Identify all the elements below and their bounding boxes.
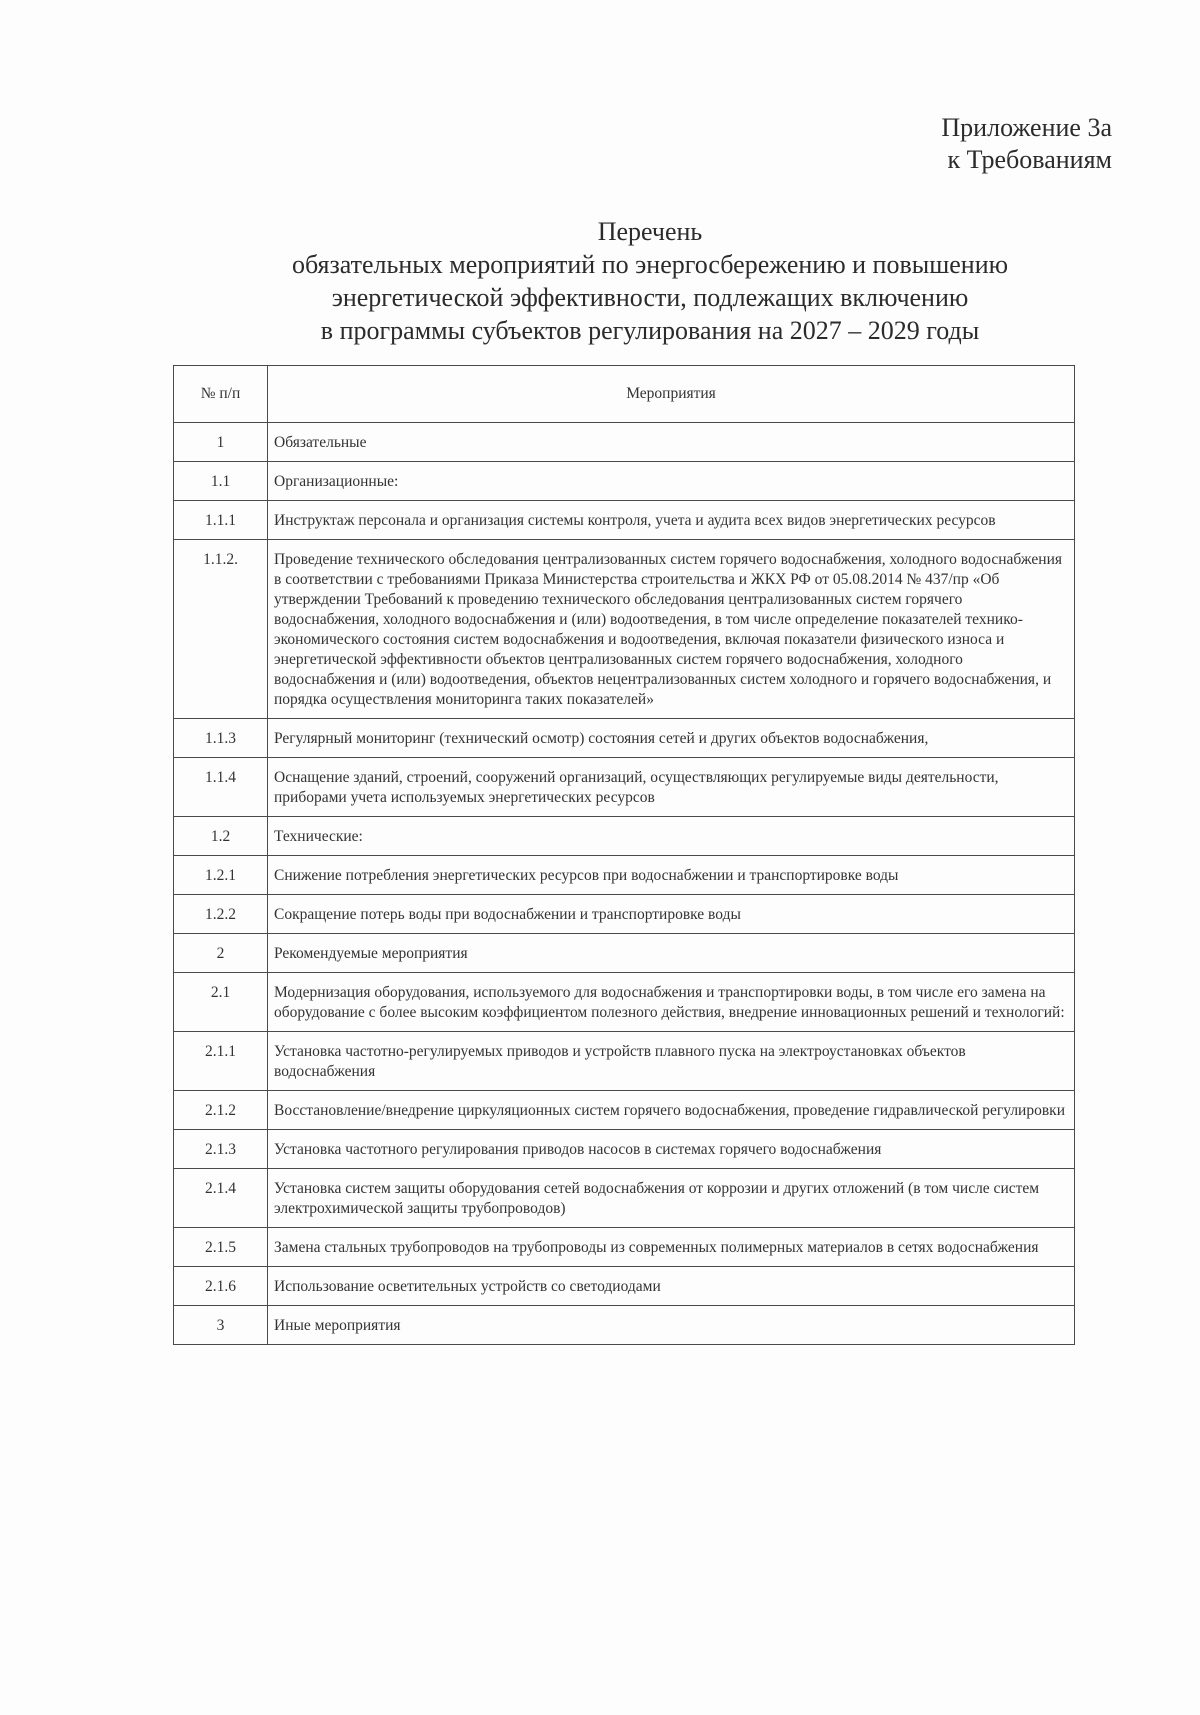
row-number: 1.1 <box>174 462 268 501</box>
table-row <box>174 1169 1075 1228</box>
table-row <box>174 895 1075 934</box>
table-header-row <box>174 366 1075 423</box>
row-number: 1.2.1 <box>174 856 268 895</box>
row-number: 1.1.3 <box>174 719 268 758</box>
table-row <box>174 1130 1075 1169</box>
row-number: 2.1.1 <box>174 1032 268 1091</box>
row-activity: Обязательные <box>268 423 1075 462</box>
table-row <box>174 934 1075 973</box>
row-number: 1 <box>174 423 268 462</box>
title-line-4: в программы субъектов регулирования на 2027 – 2029 годы <box>320 316 980 345</box>
row-activity: Технические: <box>268 817 1075 856</box>
table-row <box>174 1032 1075 1091</box>
row-number: 2.1.5 <box>174 1228 268 1267</box>
row-number: 2.1.3 <box>174 1130 268 1169</box>
header-activity: Мероприятия <box>268 366 1075 423</box>
table-row <box>174 501 1075 540</box>
table-row <box>174 1091 1075 1130</box>
row-activity: Регулярный мониторинг (технический осмотр) состояния сетей и других объектов водоснабжения, <box>268 719 1075 758</box>
title-line-3: энергетической эффективности, подлежащих включению <box>331 283 969 312</box>
title-line-1: Перечень <box>597 217 703 246</box>
row-activity: Установка частотно-регулируемых приводов и устройств плавного пуска на электроустановках объектов водоснабжения <box>268 1032 1075 1091</box>
row-number: 1.2.2 <box>174 895 268 934</box>
table-row <box>174 1228 1075 1267</box>
row-activity: Рекомендуемые мероприятия <box>268 934 1075 973</box>
row-number: 2.1 <box>174 973 268 1032</box>
table-row <box>174 973 1075 1032</box>
row-activity: Использование осветительных устройств со светодиодами <box>268 1267 1075 1306</box>
table-row <box>174 856 1075 895</box>
row-number: 1.1.4 <box>174 758 268 817</box>
table-body <box>174 423 1075 1345</box>
row-number: 1.1.1 <box>174 501 268 540</box>
row-activity: Установка систем защиты оборудования сетей водоснабжения от коррозии и других отложений (в том числе систем электрохимической защиты трубопроводов) <box>268 1169 1075 1228</box>
table-row <box>174 1267 1075 1306</box>
row-activity: Оснащение зданий, строений, сооружений организаций, осуществляющих регулируемые виды деятельности, приборами учета используемых энергетических ресурсов <box>268 758 1075 817</box>
row-activity: Инструктаж персонала и организация системы контроля, учета и аудита всех видов энергетических ресурсов <box>268 501 1075 540</box>
row-number: 1.2 <box>174 817 268 856</box>
row-activity: Снижение потребления энергетических ресурсов при водоснабжении и транспортировке воды <box>268 856 1075 895</box>
table-row <box>174 817 1075 856</box>
header-number: № п/п <box>174 366 268 423</box>
appendix-line-1: Приложение 3а <box>941 113 1112 142</box>
row-number: 2.1.6 <box>174 1267 268 1306</box>
row-number: 2.1.4 <box>174 1169 268 1228</box>
row-activity: Иные мероприятия <box>268 1306 1075 1345</box>
title-line-2: обязательных мероприятий по энергосбережению и повышению <box>291 250 1009 279</box>
row-number: 2 <box>174 934 268 973</box>
row-number: 2.1.2 <box>174 1091 268 1130</box>
activities-table <box>173 365 1075 1345</box>
row-activity: Восстановление/внедрение циркуляционных систем горячего водоснабжения, проведение гидравлической регулировки <box>268 1091 1075 1130</box>
row-number: 3 <box>174 1306 268 1345</box>
appendix-line-2: к Требованиям <box>947 145 1112 174</box>
row-activity: Модернизация оборудования, используемого для водоснабжения и транспортировки воды, в том числе его замена на оборудование с более высоким коэффициентом полезного действия, внедрение инновационных решений и технологий: <box>268 973 1075 1032</box>
table-row <box>174 1306 1075 1345</box>
document-title <box>190 215 1110 347</box>
row-activity: Установка частотного регулирования приводов насосов в системах горячего водоснабжения <box>268 1130 1075 1169</box>
row-activity: Замена стальных трубопроводов на трубопроводы из современных полимерных материалов в сетях водоснабжения <box>268 1228 1075 1267</box>
row-activity: Проведение технического обследования централизованных систем горячего водоснабжения, холодного водоснабжения в соответствии с требованиями Приказа Министерства строительства и ЖКХ РФ от 05.08.2014 № 437/пр «Об утверждении Требований к проведению технического обследования централизованных систем горячего водоснабжения, холодного водоснабжения и (или) водоотведения, в том числе определение показателей технико-экономического состояния систем водоснабжения и водоотведения, включая показатели физического износа и энергетической эффективности объектов централизованных систем горячего водоснабжения, холодного водоснабжения и (или) водоотведения, объектов нецентрализованных систем холодного и горячего водоснабжения, и порядка осуществления мониторинга таких показателей» <box>268 540 1075 719</box>
table-row <box>174 758 1075 817</box>
table-row <box>174 423 1075 462</box>
table-row <box>174 719 1075 758</box>
row-activity: Организационные: <box>268 462 1075 501</box>
row-number: 1.1.2. <box>174 540 268 719</box>
table-row <box>174 540 1075 719</box>
row-activity: Сокращение потерь воды при водоснабжении и транспортировке воды <box>268 895 1075 934</box>
table-row <box>174 462 1075 501</box>
appendix-label <box>941 112 1112 176</box>
